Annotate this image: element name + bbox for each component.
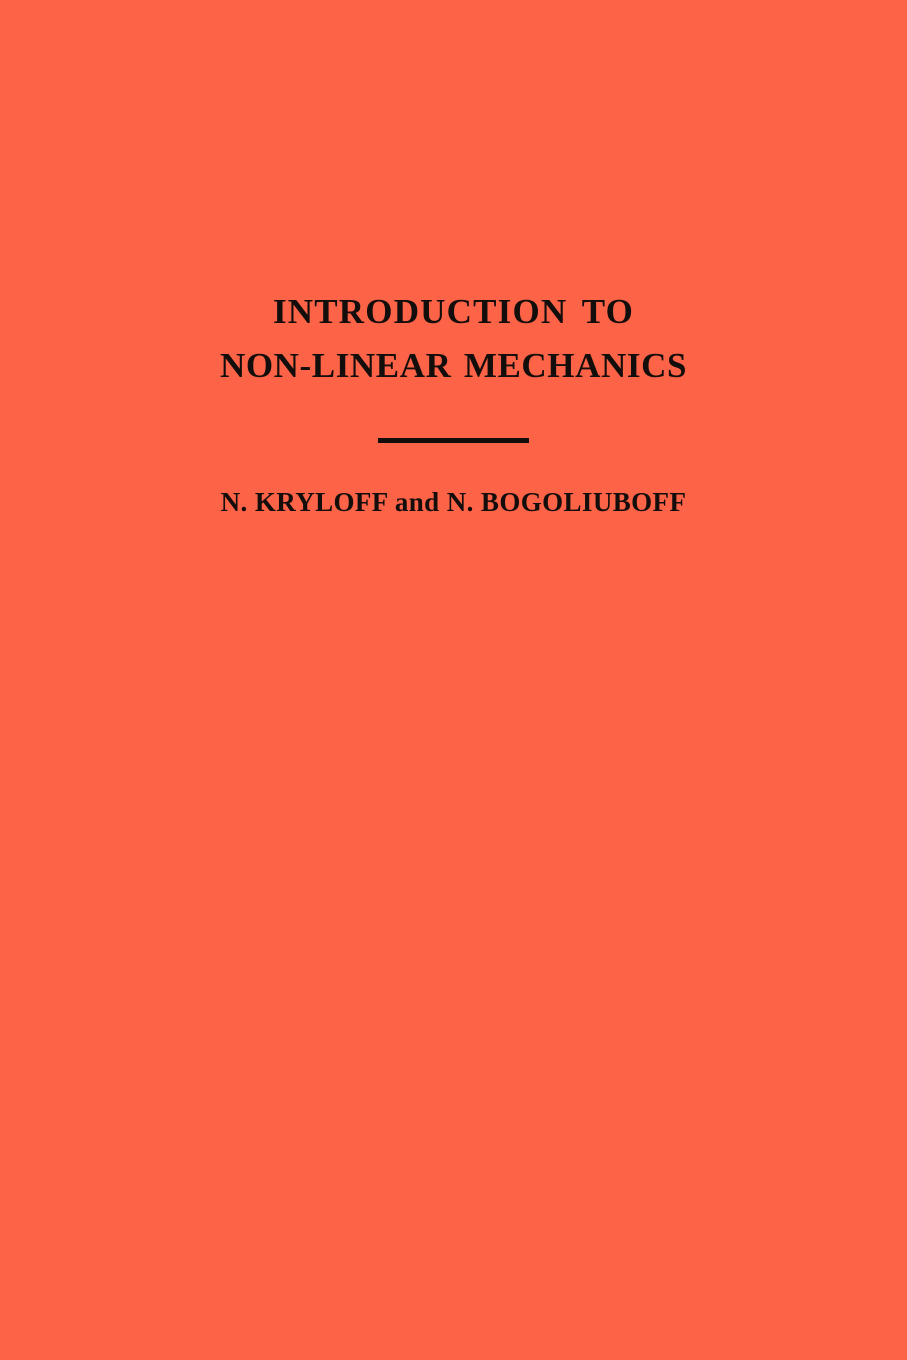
cover-text-block bbox=[0, 285, 907, 518]
horizontal-rule-icon bbox=[378, 438, 529, 443]
book-title-line-2: NON-LINEAR MECHANICS bbox=[219, 346, 688, 386]
book-title-line-1: INTRODUCTION TO bbox=[272, 292, 635, 331]
title-divider bbox=[0, 438, 907, 443]
book-authors: N. KRYLOFF and N. BOGOLIUBOFF bbox=[220, 486, 687, 517]
